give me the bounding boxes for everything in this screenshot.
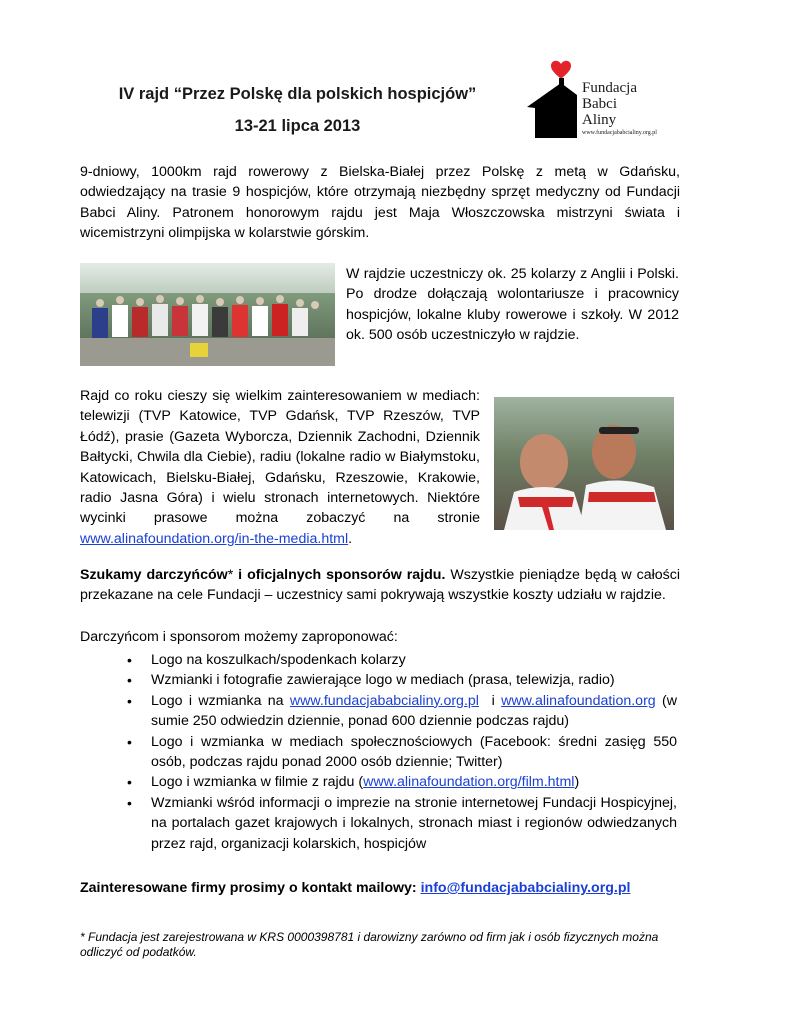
event-dates: 13-21 lipca 2013 (234, 117, 361, 135)
footnote: * Fundacja jest zarejestrowana w KRS 0000398781 i darowizny zarówno od firm jak i osób fizycznych można odliczyć od podatków. (80, 930, 659, 959)
house-heart-icon (527, 50, 589, 145)
offers-list (127, 650, 677, 854)
intro-paragraph: 9-dniowy, 1000km rajd rowerowy z Bielska-Białej przez Polskę z metą w Gdańsku, odwiedzający na trasie 9 hospicjów, które otrzymają niezbędny sprzęt medyczny od Fundacji Babci Aliny. Patronem honorowym rajdu jest Maja Włoszczowska mistrzyni świata i wicemistrzyni olimpijska w kolarstwie górskim. (80, 164, 680, 242)
logo-name: Fundacja Babci Aliny (582, 80, 637, 128)
group-photo (80, 263, 335, 366)
foundation-logo (527, 50, 687, 145)
list-item: • Logo i wzmianka w filmie z rajdu (www.alinafoundation.org/film.html) (127, 772, 677, 792)
film-link[interactable]: www.alinafoundation.org/film.html (363, 774, 575, 791)
in-the-media-link[interactable]: www.alinafoundation.org/in-the-media.html (80, 530, 349, 547)
contact-line: Zainteresowane firmy prosimy o kontakt mailowy: info@fundacjababcialiny.org.pl (80, 880, 631, 896)
fundacja-link[interactable]: www.fundacjababcialiny.org.pl (289, 692, 479, 709)
media-paragraph: Rajd co roku cieszy się wielkim zainteresowaniem w mediach: telewizji (TVP Katowice, TVP Gdańsk, TVP Rzeszów, TVP Łódź), prasie (Gazeta Wyborcza, Dziennik Zachodni, Dziennik Bałtycki, Chwila dla Ciebie), radiu (lokalne radio w Białymstoku, Katowicach, Bielsku-Białej, Gdańsku, Rzeszowie, Krakowie, radio Jasna Góra) i wielu stronach internetowych. Niektóre wycinki prasowe można zobaczyć na stronie www.alinafoundation.org/in-the-media.html. (80, 388, 480, 547)
list-item: • Logo i wzmianka w mediach społecznościowych (Facebook: średni zasięg 550 osób, podczas rajdu ponad 2000 osób dziennie; Twitter) (127, 732, 677, 773)
list-item: • Logo i wzmianka na www.fundacjababcialiny.org.pl i www.alinafoundation.org (w sumie 250 odwiedzin dziennie, ponad 600 dziennie podczas rajdu) (127, 691, 677, 732)
cyclists-photo (494, 397, 674, 530)
alinafoundation-link[interactable]: www.alinafoundation.org (501, 692, 656, 709)
offer-intro: Darczyńcom i sponsorom możemy zaproponować: (80, 629, 398, 645)
list-item: • Wzmianki wśród informacji o imprezie na stronie internetowej Fundacji Hospicyjnej, na portalach gazet krajowych i lokalnych, stronach miast i regionów odwiedzanych przez rajd, organizacji kolarskich, hospicjów (127, 793, 677, 854)
list-item: • Logo na koszulkach/spodenkach kolarzy (127, 650, 677, 670)
sponsors-paragraph: Szukamy darczyńców* i oficjalnych sponsorów rajdu. Wszystkie pieniądze będą w całości przekazane na cele Fundacji – uczestnicy sami pokrywają wszystkie koszty udziału w rajdzie. (80, 567, 680, 604)
logo-url: www.fundacjababcialiny.org.pl (582, 130, 657, 136)
document-title: IV rajd “Przez Polskę dla polskich hospicjów” (118, 85, 477, 103)
participants-paragraph: W rajdzie uczestniczy ok. 25 kolarzy z Anglii i Polski. Po drodze dołączają wolontariusze i pracownicy hospicjów, lokalne kluby rowerowe i szkoły. W 2012 ok. 500 osób uczestniczyło w rajdzie. (346, 266, 679, 344)
list-item: • Wzmianki i fotografie zawierające logo w mediach (prasa, telewizja, radio) (127, 670, 677, 690)
email-link[interactable]: info@fundacjababcialiny.org.pl (420, 880, 631, 896)
